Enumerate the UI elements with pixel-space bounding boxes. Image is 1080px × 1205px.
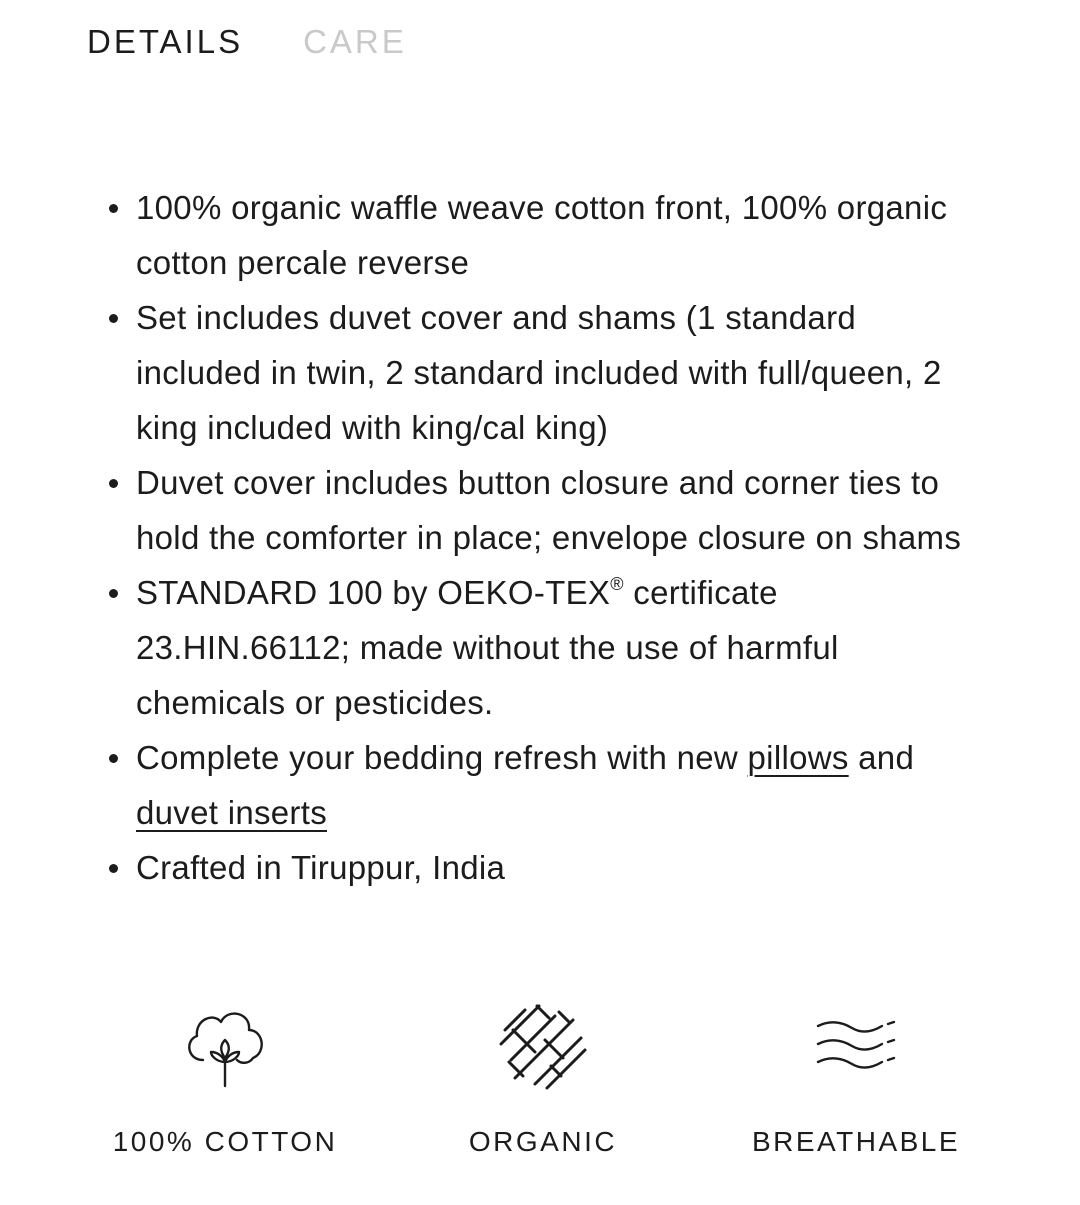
registered-mark: ® — [610, 574, 624, 594]
tab-details[interactable]: DETAILS — [87, 23, 244, 60]
duvet-inserts-link[interactable]: duvet inserts — [136, 794, 327, 831]
list-item: Set includes duvet cover and shams (1 standard included in twin, 2 standard included with full/queen, 2 king included with king/cal king) — [106, 290, 976, 455]
feature-organic — [403, 1000, 683, 1157]
list-item — [106, 565, 976, 730]
list-item — [106, 730, 976, 840]
tab-care[interactable]: CARE — [303, 23, 407, 60]
feature-label: 100% COTTON — [112, 1126, 338, 1157]
product-info-tabs — [87, 22, 407, 62]
certificate-text-rest: certificate 23.HIN.66112; made without the use of harmful chemicals or pesticides. — [136, 574, 839, 721]
feature-label: ORGANIC — [468, 1126, 618, 1157]
pillows-link[interactable]: pillows — [747, 739, 849, 776]
certificate-text: STANDARD 100 by OEKO-TEX — [136, 574, 611, 611]
airflow-waves-icon — [808, 1000, 904, 1096]
weave-pattern-icon — [495, 1000, 591, 1096]
feature-breathable — [716, 1000, 996, 1157]
list-item: Duvet cover includes button closure and corner ties to hold the comforter in place; envelope closure on shams — [106, 455, 976, 565]
feature-cotton — [85, 1000, 365, 1157]
cotton-flower-icon — [177, 1000, 273, 1096]
feature-label: BREATHABLE — [751, 1126, 961, 1157]
details-list — [106, 180, 976, 895]
refresh-text-and: and — [848, 739, 915, 776]
list-item: Crafted in Tiruppur, India — [106, 840, 976, 895]
list-item: 100% organic waffle weave cotton front, 100% organic cotton percale reverse — [106, 180, 976, 290]
refresh-text: Complete your bedding refresh with new — [136, 739, 748, 776]
